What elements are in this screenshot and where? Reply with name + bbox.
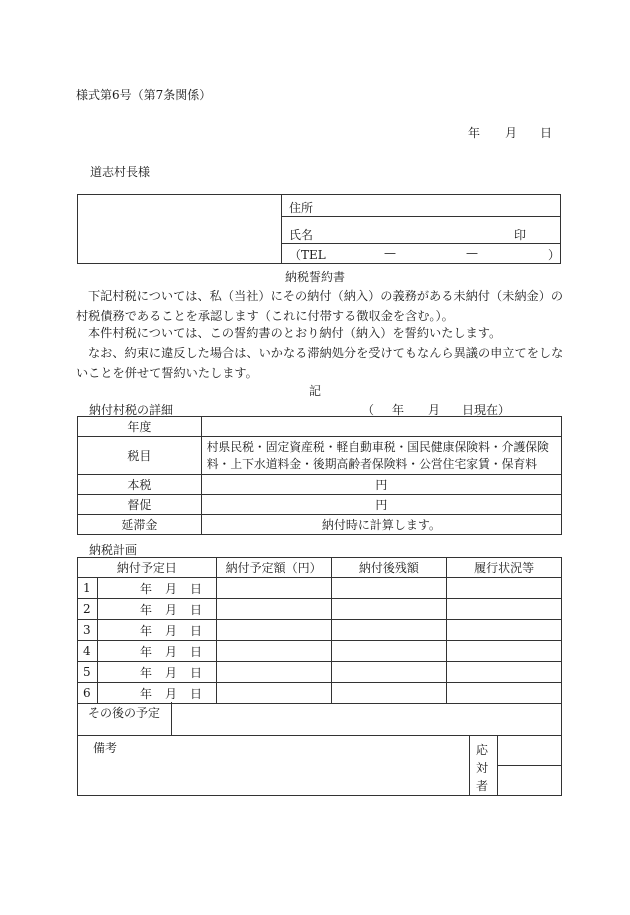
as-of-open: （: [362, 403, 375, 417]
table-row: [78, 578, 562, 599]
row-number: 2: [78, 599, 98, 620]
row-number: 3: [78, 620, 98, 641]
remaining-cell: [331, 620, 447, 641]
amount-cell: [216, 578, 331, 599]
amount-cell: [216, 683, 331, 704]
responder-char: 対: [476, 761, 489, 775]
tel-close: ）: [548, 248, 561, 262]
tel-dash-2: —: [466, 246, 478, 260]
detail-label: 本税: [78, 475, 202, 495]
header-date: 納付予定日: [78, 558, 217, 578]
row-number: 5: [78, 662, 98, 683]
status-cell: [447, 620, 562, 641]
amount-cell: [216, 662, 331, 683]
name-label: 氏名: [289, 228, 314, 242]
planned-date: 年 月 日: [97, 641, 216, 662]
detail-value: [201, 417, 561, 437]
detail-value: 円: [201, 475, 561, 495]
tel-label: （TEL: [289, 248, 326, 262]
responder-char: 者: [476, 779, 489, 793]
status-cell: [447, 662, 562, 683]
planned-date: 年 月 日: [97, 578, 216, 599]
table-row: [78, 683, 562, 704]
detail-value: 納付時に計算します。: [201, 515, 561, 535]
body-paragraph-1: 下記村税については、私（当社）にその納付（納入）の義務がある未納付（未納金）の村税債務であることを承認します（これに付帯する徴収金を含む。）。: [76, 289, 564, 323]
status-cell: [447, 578, 562, 599]
remaining-cell: [331, 683, 447, 704]
body-paragraph-2: 本件村税については、この誓約書のとおり納付（納入）を誓約いたします。: [88, 326, 502, 340]
table-row: [78, 495, 562, 515]
status-cell: [447, 599, 562, 620]
table-row: [78, 558, 562, 578]
remaining-cell: [331, 662, 447, 683]
detail-label: 延滞金: [78, 515, 202, 535]
row-number: 6: [78, 683, 98, 704]
row-number: 4: [78, 641, 98, 662]
addressee: 道志村長様: [90, 165, 151, 179]
header-remaining: 納付後残額: [331, 558, 447, 578]
responder-char: 応: [476, 743, 489, 757]
as-of-month: 月: [428, 403, 441, 417]
detail-label: 税目: [78, 437, 202, 475]
status-cell: [447, 641, 562, 662]
header-status: 履行状況等: [447, 558, 562, 578]
table-row: [78, 417, 562, 437]
amount-cell: [216, 599, 331, 620]
ki-label: 記: [308, 384, 321, 398]
header-amount: 納付予定額（円）: [216, 558, 331, 578]
as-of-year: 年: [392, 403, 405, 417]
body-paragraph-3: なお、約束に違反した場合は、いかなる滞納処分を受けてもなんら異議の申立てをしないことを併せて誓約いたします。: [76, 346, 564, 380]
table-row: [78, 620, 562, 641]
planned-date: 年 月 日: [97, 662, 216, 683]
amount-cell: [216, 641, 331, 662]
remaining-cell: [331, 641, 447, 662]
date-month: 月: [505, 126, 518, 140]
detail-label: 督促: [78, 495, 202, 515]
table-row: [78, 599, 562, 620]
details-heading: 納付村税の詳細: [89, 403, 174, 417]
plan-table: [77, 557, 562, 704]
applicant-box: [77, 194, 561, 264]
after-schedule-label: その後の予定: [88, 706, 161, 720]
document-title: 納税誓約書: [284, 270, 345, 284]
table-row: [78, 662, 562, 683]
seal-label: 印: [514, 228, 527, 242]
row-number: 1: [78, 578, 98, 599]
planned-date: 年 月 日: [97, 620, 216, 641]
detail-value: 円: [201, 495, 561, 515]
table-row: [78, 475, 562, 495]
remaining-cell: [331, 578, 447, 599]
form-number: 様式第6号（第7条関係）: [76, 88, 212, 102]
date-year: 年: [468, 126, 481, 140]
tax-items: 村県民税・固定資産税・軽自動車税・国民健康保険料・介護保険料・上下水道料金・後期高齢者保険料・公営住宅家賃・保育料: [201, 437, 561, 475]
remarks-box: [77, 735, 562, 796]
as-of-day: 日現在）: [462, 403, 511, 417]
tel-dash-1: —: [384, 246, 396, 260]
address-label: 住所: [289, 201, 314, 215]
table-row: [78, 437, 562, 475]
detail-label: 年度: [78, 417, 202, 437]
remarks-label: 備考: [93, 741, 118, 755]
remaining-cell: [331, 599, 447, 620]
planned-date: 年 月 日: [97, 683, 216, 704]
planned-date: 年 月 日: [97, 599, 216, 620]
date-day: 日: [540, 126, 553, 140]
plan-heading: 納税計画: [89, 543, 138, 557]
after-schedule-row: [77, 702, 562, 736]
amount-cell: [216, 620, 331, 641]
table-row: [78, 515, 562, 535]
status-cell: [447, 683, 562, 704]
details-table: [77, 416, 562, 535]
table-row: [78, 641, 562, 662]
